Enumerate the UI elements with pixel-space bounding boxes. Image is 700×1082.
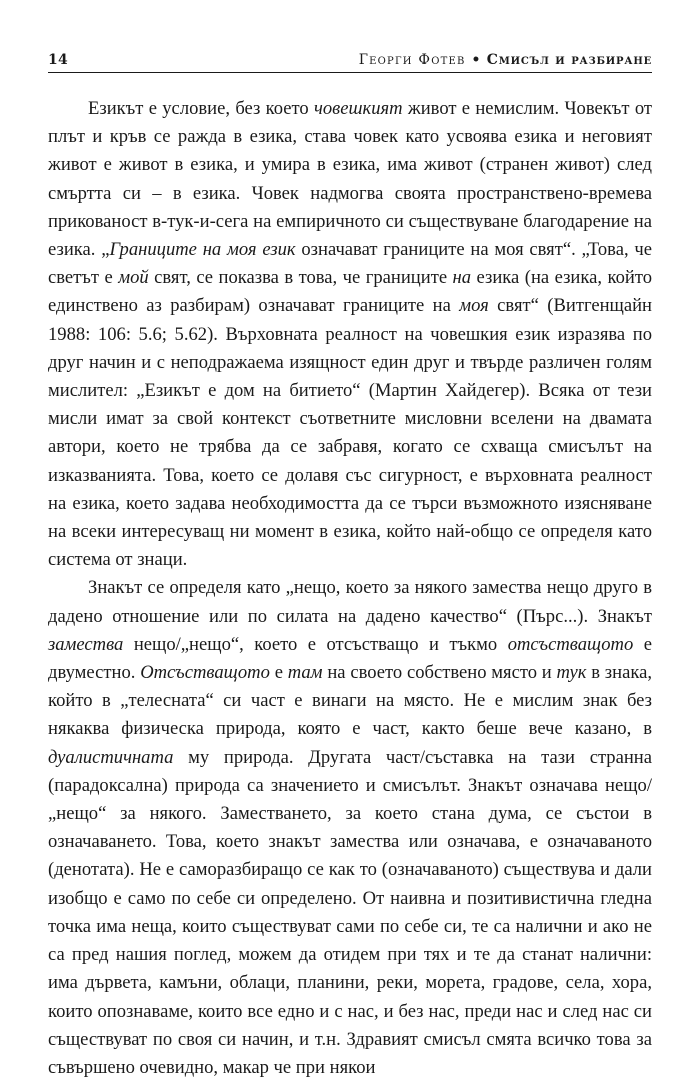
page-number: 14 [48, 52, 69, 68]
text-segment: Знакът се определя като „нещо, което за някого замества нещо друго в дадено отношение или по силата на дадено качество“ (Пърс...). Знакът [48, 577, 652, 627]
italic-text-segment: отсъстващото [507, 633, 634, 655]
text-segment: е [269, 662, 288, 684]
text-segment: свят“ (Витгенщайн 1988: 106: 5.6; 5.62). Върховната реалност на човешкия език изразява по друг начин и с неподражаема изящност един друг и твърде различен голям мислител: „Езикът е дом на битието“ (Мартин Хайдегер). Всяка от тези мисли имат за свой контекст съответните мисловни вселени на двамата автори, което не трябва да се забравя, когато се схваща смисълът на изказванията. Това, което се долавя със сигурност, е върховната реалност на езика, което задава необходимостта да се търси възможното изясняване на всеки интересуващ ни момент в езика, който най-общо се определя като система от знаци. [48, 295, 652, 571]
italic-text-segment: мой [118, 267, 149, 289]
running-title [359, 52, 652, 68]
book-title: Смисъл и разбиране [486, 52, 652, 68]
italic-text-segment: човешкият [313, 98, 403, 119]
text-segment: езика (на езика, който единствено аз разбирам) означават границите на [48, 267, 653, 317]
italic-text-segment: на [452, 267, 472, 289]
text-segment: е двуместно. [48, 633, 652, 684]
text-segment: на своето собствено място и [322, 662, 557, 684]
paragraph [48, 95, 652, 574]
text-segment: в знака, който в „телесната“ си част е винаги на място. Не е мислим знак без някаква физическа природа, която е част, както беше вече казано, в [48, 662, 652, 740]
text-segment: нещо/„нещо“, което е отсъстващо и тъкмо [123, 633, 508, 655]
italic-text-segment: тук [556, 662, 587, 684]
italic-text-segment: моя [459, 295, 489, 317]
text-segment: му природа. Другата част/съставка на тази странна (парадоксална) природа са значението и смисълът. Знакът означава нещо/„нещо“ за някого. Заместването, за което стана дума, се състои в означаването. Това, което знакът замества или означава, е означаваното (денотата). Не е саморазбиращо се как то (означаваното) съществува и дали изобщо е само по себе си определено. От наивна и позитивистична гледна точка има неща, които съществуват сами по себе си, те са налични и ако не са пред нашия поглед, можем да отидем при тях и те да станат налични: има дървета, камъни, облаци, планини, реки, морета, градове, села, хора, които опознаваме, които все едно и с нас, и без нас, преди нас и след нас си съществуват по своя си начин, и т.н. Здравият смисъл смята всичко това за съвършено очевидно, макар че при някои [48, 746, 652, 1078]
text-segment: свят, се показва в това, че границите [148, 267, 453, 289]
italic-text-segment: там [287, 662, 323, 684]
text-segment: живот е немислим. Човекът от плът и кръв се ражда в езика, става човек като усвоява езика и неговият живот е живот в езика, и умира в езика, има живот (странен живот) след смъртта си – в езика. Човек надмогва своята пространствено-времева прикованост в-тук-и-сега на емпиричното си съществуване благодарение на езика. „ [48, 98, 652, 261]
text-segment: означават границите на моя свят“. „Това, че светът е [48, 239, 652, 289]
paragraph [48, 574, 652, 1082]
italic-text-segment: Границите на моя език [109, 239, 296, 261]
italic-text-segment: дуалистичната [48, 746, 174, 768]
author-name: Георги Фотев [358, 52, 466, 68]
text-segment: Езикът е условие, без което [88, 98, 314, 119]
header-rule [48, 72, 652, 73]
title-separator: • [471, 52, 481, 68]
italic-text-segment: замества [48, 633, 124, 655]
running-head [48, 44, 652, 68]
body-text [48, 95, 652, 1082]
italic-text-segment: Отсъстващото [140, 662, 270, 684]
